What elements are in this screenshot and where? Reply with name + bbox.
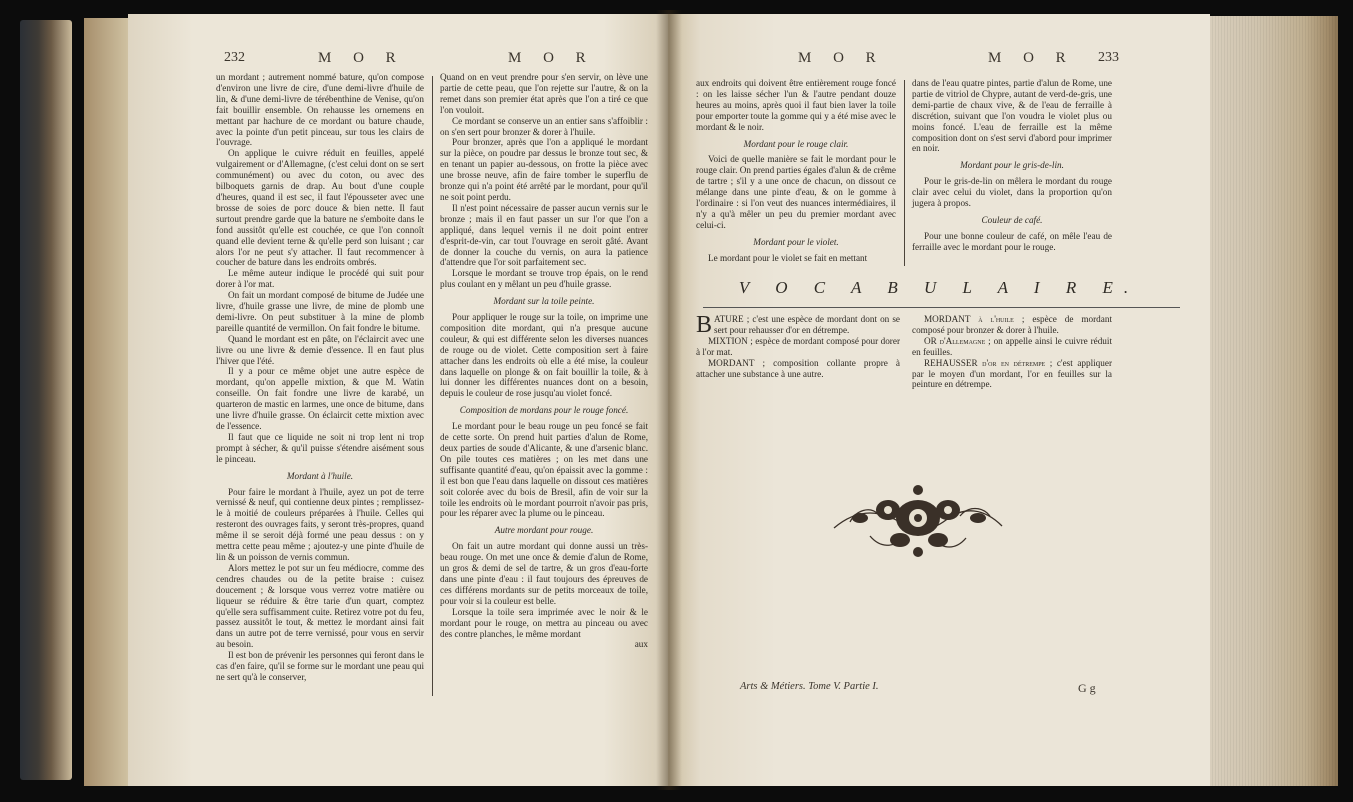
paragraph: un mordant ; autrement nommé bature, qu'on compose d'environ une livre de cire, d'une demi-livre d'huile de lin, & d'une demi-livre de térébenthine de Venise, qu'on fait bouillir ensemble. On rehausse les ornemens en mettant par hachure de ce mordant ou bature chaude, avec la pointe d'un petit pinceau, sur tous les clairs de l'ouvrage. xyxy=(216,72,424,148)
paragraph: On applique le cuivre réduit en feuilles, appelé vulgairement or d'Allemagne, (c'est celui dont on se sert communément) ou avec du coton, ou avec des bilboquets garnis de drap. Au bout d'une couple d'heures, quand il est sec, il faut l'épousseter avec une brosse de soies de porc douce & bien nette. Il faut surtout prendre garde que la bature ne s'emboite dans le fond aussitôt qu'elle est couchée, ce que l'on connoît quand elle devient terne & qu'elle perd son luisant ; car alors l'or ne peut s'y attacher. Il faut recommencer à coucher de bature dans les endroits ombrés. xyxy=(216,148,424,268)
vocab-term: ATURE xyxy=(714,314,744,324)
vocab-definition: ; composition collante propre à attacher une substance à une autre. xyxy=(696,357,900,379)
running-head-right: M O R xyxy=(988,50,1075,66)
vocab-definition: ; on appelle ainsi le cuivre réduit en feuilles. xyxy=(912,335,1113,357)
open-book xyxy=(20,10,1338,790)
paragraph: Le même auteur indique le procédé qui suit pour dorer à l'or mat. xyxy=(216,268,424,290)
catchword: aux xyxy=(634,639,648,650)
paragraph: Pour une bonne couleur de café, on mêle l'eau de ferraille avec le mordant pour le rouge. xyxy=(912,230,1112,252)
paragraph: Il n'est point nécessaire de passer aucun vernis sur le bronze ; mais il en faut passer un sur l'or que l'on a appliqué, dans lequel vernis il ne doit point entrer d'esprit-de-vin, car tout l'ouvrage en seroit gâté. Avant de donner la couche du vernis, on aura la patience d'attendre que l'or soit parfaitement sec. xyxy=(440,202,648,268)
right-page-column-1 xyxy=(696,78,896,264)
section-heading: Composition de mordans pour le rouge foncé. xyxy=(459,405,629,416)
vocab-term: REHAUSSER d'or en détrempe xyxy=(924,357,1046,368)
section-heading: Mordant pour le gris-de-lin. xyxy=(960,160,1064,171)
column-rule xyxy=(904,80,905,266)
book-cover-left-edge xyxy=(20,20,72,780)
paragraph: Pour appliquer le rouge sur la toile, on imprime une composition dite mordant, qui n'a presque aucune couleur, & qui est différente selon les diverses nuances de rouge ou de violet. Cette composition sert à faire attacher dans les endroits où elle a été mise, la couleur dans laquelle on plonge & on fait bouillir la toile, & à lui donner les différentes nuances dont on a besoin, depuis le couleur de rose jusqu'au violet foncé. xyxy=(440,312,648,399)
page-number: 233 xyxy=(1098,50,1119,65)
section-heading: Mordant pour le rouge clair. xyxy=(743,138,849,149)
vocab-definition: ; espèce de mordant composé pour dorer à l'or mat. xyxy=(696,335,901,357)
vocab-entry xyxy=(696,336,900,358)
left-page-column-2 xyxy=(440,72,648,650)
drop-cap: B xyxy=(696,312,713,338)
vocab-term: MIXTION xyxy=(708,335,748,346)
paragraph: Quand le mordant est en pâte, on l'éclaircit avec une livre ou une livre & demie d'essence. Il en faut plus l'hiver que l'été. xyxy=(216,333,424,366)
vocab-entry xyxy=(912,336,1112,358)
paragraph: Le mordant pour le beau rouge un peu foncé se fait de cette sorte. On prend huit parties d'alun de Rome, deux parties de soude d'Alicante, & une d'arsenic blanc. On pile toutes ces matières ; on les met dans une suffisante quantité d'eau, qu'on épaissit avec la gomme : il est bon que l'eau dans laquelle on dissout ces matières soit colorée avec du bois de Bresil, afin de voir sur la toile les endroits où le mordant pourroit n'avoir pas pris, pour les réparer avec la plume ou le pinceau. xyxy=(440,421,648,519)
running-head-left: M O R xyxy=(318,50,405,66)
paragraph: Il y a pour ce même objet une autre espèce de mordant, qu'on appelle mixtion, & que M. Watin conseille. On fait fondre une livre de karabé, un quarteron de mastic en larmes, une once de bitume, dans une livre d'huile grasse. On éclaircit cette mixtion avec de l'essence. xyxy=(216,366,424,431)
section-heading: Mordant pour le violet. xyxy=(753,236,839,247)
vocab-definition: ; espèce de mordant composé pour bronzer & dorer à l'huile. xyxy=(912,314,1113,335)
right-page-column-2 xyxy=(912,78,1112,253)
right-page-stack xyxy=(1206,16,1338,786)
column-rule xyxy=(432,76,433,696)
paragraph: dans de l'eau quatre pintes, partie d'alun de Rome, une partie de vitriol de Chypre, autant de verd-de-gris, une demi-partie de chaux vive, & de l'eau de ferraille à discrétion, suivant que l'on voudra le violet plus ou moins foncé. L'eau de ferraille est la même composition dont on s'est servi d'abord pour imprimer en noir. xyxy=(912,78,1113,154)
paragraph: Pour le gris-de-lin on mêlera le mordant du rouge clair avec celui du violet, dans la proportion qu'on jugera à propos. xyxy=(912,176,1112,209)
right-page xyxy=(668,14,1210,786)
floral-ornament xyxy=(830,476,1006,562)
paragraph: Lorsque la toile sera imprimée avec le noir & le mordant pour le rouge, on mettra au pinceau ou avec des contre planches, le même mordant xyxy=(440,606,648,639)
running-head-left: M O R xyxy=(798,50,885,66)
paragraph: Ce mordant se conserve un an entier sans s'affoiblir : on s'en sert pour bronzer & dorer à l'huile. xyxy=(440,115,648,137)
left-page xyxy=(128,14,668,786)
paragraph: aux endroits qui doivent être entièrement rouge foncé : on les laisse sécher l'un & l'autre pendant douze heures au moins, après quoi il faut bien laver la toile pour emporter toute la gomme qui y a été mise avec le mordant & le noir. xyxy=(696,78,896,132)
paragraph: Il faut que ce liquide ne soit ni trop lent ni trop prompt à sécher, & qu'il puisse s'étendre aisément sous le pinceau. xyxy=(216,431,424,464)
paragraph: On fait un mordant composé de bitume de Judée une livre, d'huile grasse une livre, de mine de plomb une demi-livre. On peut substituer à la mine de plomb pareille quantité de vermillon. On fait fondre le bitume. xyxy=(216,290,424,333)
paragraph: Lorsque le mordant se trouve trop épais, on le rend plus coulant en y mêlant un peu d'huile grasse. xyxy=(440,268,648,290)
paragraph: Alors mettez le pot sur un feu médiocre, comme des cendres chaudes ou de la petite braise : cuisez doucement ; & lorsque vous verrez votre matière ou liqueur se réduire & être tarie d'un quart, comptez qu'elle sera suffisamment cuite. Retirez votre pot du feu, passez aussitôt le tout, & mettez le mordant ainsi fait dans un autre pot de terre vernissé, pour vous en servir au besoin. xyxy=(216,562,424,650)
vocab-entry xyxy=(696,314,900,336)
vocabulary-column-1 xyxy=(696,314,900,379)
vocab-definition: ; c'est appliquer par le moyen d'un mordant, l'or en feuilles sur la peinture en détrempe. xyxy=(912,357,1113,390)
section-heading: Mordant à l'huile. xyxy=(286,470,354,481)
signature-mark: G g xyxy=(1078,681,1096,695)
paragraph: Pour bronzer, après que l'on a appliqué le mordant sur la pièce, on poudre par dessus le bronze tout sec, & en tenant un papier au-dessous, on frotte la pièce avec une brosse neuve, afin de faire tomber le superflu de bronze qui n'a point été arrêté par le mordant, pour qu'il ne soit point perdu. xyxy=(440,137,648,202)
left-page-column-1 xyxy=(216,72,424,683)
running-head-right: M O R xyxy=(508,50,595,66)
section-heading: Mordant sur la toile peinte. xyxy=(493,296,595,307)
vocab-entry xyxy=(696,358,900,380)
paragraph: Voici de quelle manière se fait le mordant pour le rouge clair. On prend parties égales d'alun & de crême de tartre ; s'il y a une once de chacun, on dissout ce mélange dans une pinte d'eau, & on le gomme à l'ordinaire : si l'on veut des nuances intermédiaires, il n'y a qu'à mêler un peu du premier mordant avec celui-ci. xyxy=(696,154,896,230)
paragraph: Il est bon de prévenir les personnes qui feront dans le cas d'en faire, qu'il se forme sur le mordant une peau qui ne sert qu'à le conserver, xyxy=(216,650,424,682)
section-heading: Autre mordant pour rouge. xyxy=(494,525,594,536)
vocab-entry xyxy=(912,314,1112,336)
vocabulaire-title: V O C A B U L A I R E. xyxy=(738,278,1140,297)
paragraph: Quand on en veut prendre pour s'en servir, on lève une partie de cette peau, que l'on rejette sur l'autre, & on la remet dans son premier état après que l'on a tiré ce que l'on vouloit. xyxy=(440,72,648,115)
paragraph: Le mordant pour le violet se fait en mettant xyxy=(708,252,868,263)
vocab-term: MORDANT xyxy=(708,357,755,368)
paragraph: On fait un autre mordant qui donne aussi un très-beau rouge. On met une once & demie d'alun de Rome, un gros & demi de sel de tartre, & un gros d'eau-forte dans une pinte d'eau : il faut toujours des épreuves de ces différens mordants sur de petits morceaux de toile, pour voir si la couleur est belle. xyxy=(440,541,648,606)
vocab-term: MORDANT à l'huile xyxy=(924,314,1014,324)
paragraph: Pour faire le mordant à l'huile, ayez un pot de terre vernissé & neuf, qui contienne deux pintes ; remplissez-le à moitié de couleurs préparées à l'huile. Celles qui resteront des ouvrages faits, y seront très-propres, quand même il se seroit déjà formé une peau dessus : on y mettra cette peau même ; ajoutez-y une pinte d'huile de lin & un poisson de vernis commun. xyxy=(216,486,424,562)
book-gutter xyxy=(656,10,682,790)
title-rule xyxy=(703,307,1180,308)
vocabulary-column-2 xyxy=(912,314,1112,390)
footer-title: Arts & Métiers. Tome V. Partie I. xyxy=(740,681,879,692)
section-heading: Couleur de café. xyxy=(981,214,1043,225)
vocab-definition: ; c'est une espèce de mordant dont on se sert pour rehausser d'or en détrempe. xyxy=(714,314,901,335)
vocab-entry xyxy=(912,358,1112,391)
page-number: 232 xyxy=(224,50,245,65)
vocab-term: OR d'Allemagne xyxy=(924,335,986,346)
